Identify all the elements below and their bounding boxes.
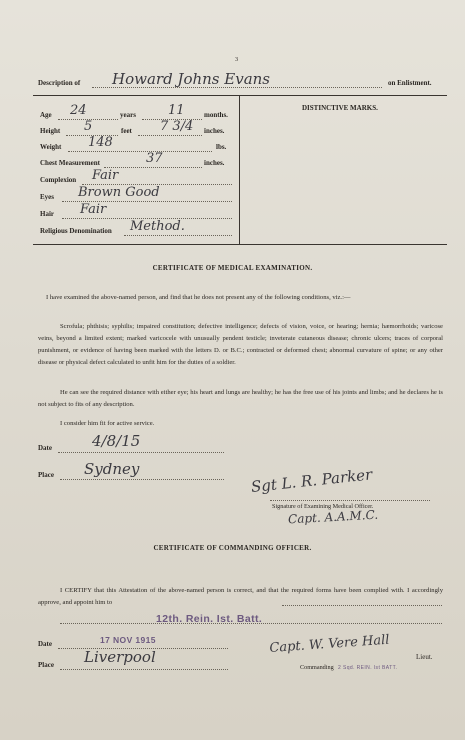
medical-officer-signature: Sgt L. R. Parker bbox=[250, 465, 374, 496]
distinctive-marks-heading: DISTINCTIVE MARKS. bbox=[302, 104, 378, 112]
description-suffix: on Enlistment. bbox=[388, 79, 432, 87]
commanding-stamp: 2 Sqd. REIN. Ist BATT. bbox=[338, 665, 398, 671]
age-years-value: 24 bbox=[70, 103, 87, 118]
medical-signature-line bbox=[270, 500, 430, 501]
religion-value: Method. bbox=[130, 219, 185, 234]
hair-label: Hair bbox=[40, 210, 54, 218]
medical-officer-title: Capt. A.A.M.C. bbox=[287, 507, 379, 527]
medical-signature-label: Signature of Examining Medical Officer. bbox=[272, 503, 374, 510]
unit-stamp: 12th. Rein. Ist. Batt. bbox=[156, 613, 263, 625]
box-divider bbox=[239, 95, 240, 245]
religion-label: Religious Denomination bbox=[40, 227, 112, 235]
lbs-label: lbs. bbox=[216, 143, 227, 151]
feet-label: feet bbox=[121, 127, 132, 135]
chest-label: Chest Measurement bbox=[40, 159, 100, 167]
complexion-value: Fair bbox=[92, 168, 119, 183]
weight-value: 148 bbox=[88, 135, 113, 150]
years-label: years bbox=[120, 111, 136, 119]
months-label: months. bbox=[204, 111, 228, 119]
age-label: Age bbox=[40, 111, 52, 119]
commanding-certify: I CERTIFY that this Attestation of the above-named person is correct, and that the required forms have been complied with. I accordingly approve, and appoint him to bbox=[38, 587, 443, 606]
commanding-date-label: Date bbox=[38, 640, 52, 648]
medical-sight: He can see the required distance with either eye; his heart and lungs are healthy; he has the free use of his joints and limbs; and he declares he is not subject to fits of any description. bbox=[38, 389, 443, 408]
chest-value: 37 bbox=[146, 151, 163, 166]
medical-fit: I consider him fit for active service. bbox=[60, 420, 155, 427]
height-feet-value: 5 bbox=[84, 119, 93, 134]
commanding-heading: CERTIFICATE OF COMMANDING OFFICER. bbox=[153, 544, 312, 552]
age-months-value: 11 bbox=[168, 103, 185, 118]
medical-date-line bbox=[58, 452, 224, 453]
eyes-label: Eyes bbox=[40, 193, 54, 201]
commanding-officer-signature: Capt. W. Vere Hall bbox=[268, 632, 390, 656]
medical-conditions: Scrofula; phthisis; syphilis; impaired constitution; defective intelligence; defects of vision, voice, or hearing; hernia; hæmorrhoids; varicose veins, beyond a limited extent; marked varicocele with unusually pendent testicle; inveterate cutaneous disease; chronic ulcers; traces of corporal punishment, or evidence of having been marked with the letters D. or B.C.; contracted or deformed chest; abnormal curvature of spine; or any other disease or physical defect calculated to unfit him for the duties of a soldier. bbox=[38, 323, 443, 366]
inches-label: inches. bbox=[204, 127, 225, 135]
lieut-label: Lieut. bbox=[416, 653, 433, 661]
chest-line bbox=[104, 167, 202, 168]
commanding-place-line bbox=[60, 669, 228, 670]
height-label: Height bbox=[40, 127, 61, 135]
appoint-line bbox=[282, 605, 442, 606]
medical-date-value: 4/8/15 bbox=[92, 432, 141, 450]
religion-line bbox=[124, 235, 232, 236]
enlistee-name: Howard Johns Evans bbox=[112, 70, 270, 88]
complexion-label: Complexion bbox=[40, 176, 77, 184]
medical-place-value: Sydney bbox=[84, 460, 140, 478]
commanding-place-value: Liverpool bbox=[84, 648, 156, 666]
description-label: Description of bbox=[38, 79, 81, 87]
weight-line bbox=[68, 151, 212, 152]
height-inches-value: 7 3/4 bbox=[160, 119, 194, 134]
commanding-label: Commanding bbox=[300, 664, 334, 671]
medical-intro: I have examined the above-named person, and find that he does not present any of the following conditions, viz.:— bbox=[46, 294, 351, 301]
page-number: 3 bbox=[235, 56, 239, 63]
commanding-place-label: Place bbox=[38, 661, 54, 669]
medical-date-label: Date bbox=[38, 444, 52, 452]
medical-heading: CERTIFICATE OF MEDICAL EXAMINATION. bbox=[152, 264, 313, 272]
medical-place-label: Place bbox=[38, 471, 54, 479]
weight-label: Weight bbox=[40, 143, 62, 151]
chest-inches-label: inches. bbox=[204, 159, 225, 167]
height-inches-line bbox=[138, 135, 202, 136]
date-stamp: 17 NOV 1915 bbox=[100, 635, 156, 645]
eyes-value: Brown Good bbox=[78, 185, 160, 200]
medical-place-line bbox=[60, 479, 224, 480]
hair-value: Fair bbox=[80, 202, 107, 217]
